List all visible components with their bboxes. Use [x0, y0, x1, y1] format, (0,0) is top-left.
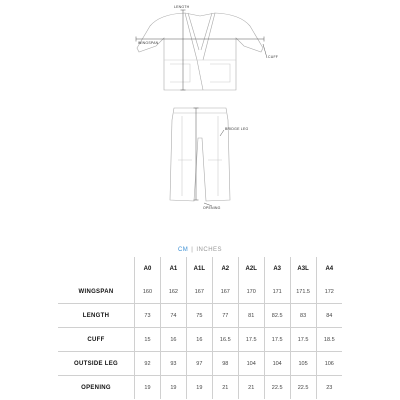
table-cell: 17.5 [290, 328, 316, 352]
bridge-leg-label: BRIDGE LEG [225, 127, 249, 131]
table-cell: 16 [160, 328, 186, 352]
jacket-outline [137, 13, 263, 90]
table-cell: 82.5 [264, 304, 290, 328]
table-cell: 17.5 [264, 328, 290, 352]
table-cell: 16.5 [212, 328, 238, 352]
opening-label: OPENING [203, 206, 221, 210]
unit-toggle [0, 246, 400, 254]
table-cell: 160 [135, 280, 161, 304]
column-header: A1L [186, 257, 212, 280]
table-cell: 98 [212, 352, 238, 376]
column-header: A3 [264, 257, 290, 280]
table-cell: 23 [316, 376, 342, 400]
table-row [58, 304, 342, 328]
row-label: OUTSIDE LEG [58, 352, 135, 376]
table-cell: 22.5 [264, 376, 290, 400]
table-cell: 21 [238, 376, 264, 400]
table-cell: 170 [238, 280, 264, 304]
table-cell: 22.5 [290, 376, 316, 400]
table-cell: 84 [316, 304, 342, 328]
wingspan-label: WINGSPAN [138, 41, 159, 45]
table-cell: 167 [186, 280, 212, 304]
size-chart-table [58, 257, 342, 399]
row-label: CUFF [58, 328, 135, 352]
pants-outline [170, 108, 230, 201]
unit-separator: | [191, 247, 194, 253]
table-cell: 18.5 [316, 328, 342, 352]
table-cell: 74 [160, 304, 186, 328]
column-header: A0 [135, 257, 161, 280]
table-cell: 92 [135, 352, 161, 376]
row-label: WINGSPAN [58, 280, 135, 304]
column-header: A1 [160, 257, 186, 280]
length-label: LENGTH [174, 5, 190, 9]
table-row [58, 376, 342, 400]
table-cell: 105 [290, 352, 316, 376]
table-cell: 171 [264, 280, 290, 304]
jacket-measure-lines [136, 10, 267, 90]
table-cell: 104 [238, 352, 264, 376]
table-cell: 83 [290, 304, 316, 328]
column-header: A4 [316, 257, 342, 280]
table-header-row [58, 257, 342, 280]
cuff-label: CUFF [268, 55, 279, 59]
row-label: OPENING [58, 376, 135, 400]
table-cell: 104 [264, 352, 290, 376]
row-label: LENGTH [58, 304, 135, 328]
table-cell: 171.5 [290, 280, 316, 304]
column-header: A3L [290, 257, 316, 280]
table-cell: 77 [212, 304, 238, 328]
table-cell: 16 [186, 328, 212, 352]
table-cell: 106 [316, 352, 342, 376]
column-header: A2 [212, 257, 238, 280]
column-header: A2L [238, 257, 264, 280]
table-row [58, 352, 342, 376]
table-cell: 75 [186, 304, 212, 328]
table-cell: 21 [212, 376, 238, 400]
table-cell: 73 [135, 304, 161, 328]
table-cell: 97 [186, 352, 212, 376]
table-cell: 162 [160, 280, 186, 304]
table-cell: 19 [135, 376, 161, 400]
table-cell: 172 [316, 280, 342, 304]
table-cell: 19 [160, 376, 186, 400]
table-cell: 15 [135, 328, 161, 352]
table-cell: 167 [212, 280, 238, 304]
table-row [58, 328, 342, 352]
table-cell: 19 [186, 376, 212, 400]
table-row [58, 280, 342, 304]
pants-measure-lines [194, 108, 225, 206]
table-cell: 17.5 [238, 328, 264, 352]
unit-cm-button[interactable]: CM [177, 247, 189, 253]
table-cell: 93 [160, 352, 186, 376]
table-cell: 81 [238, 304, 264, 328]
unit-inches-button[interactable]: INCHES [196, 247, 223, 253]
table-corner [58, 257, 135, 280]
